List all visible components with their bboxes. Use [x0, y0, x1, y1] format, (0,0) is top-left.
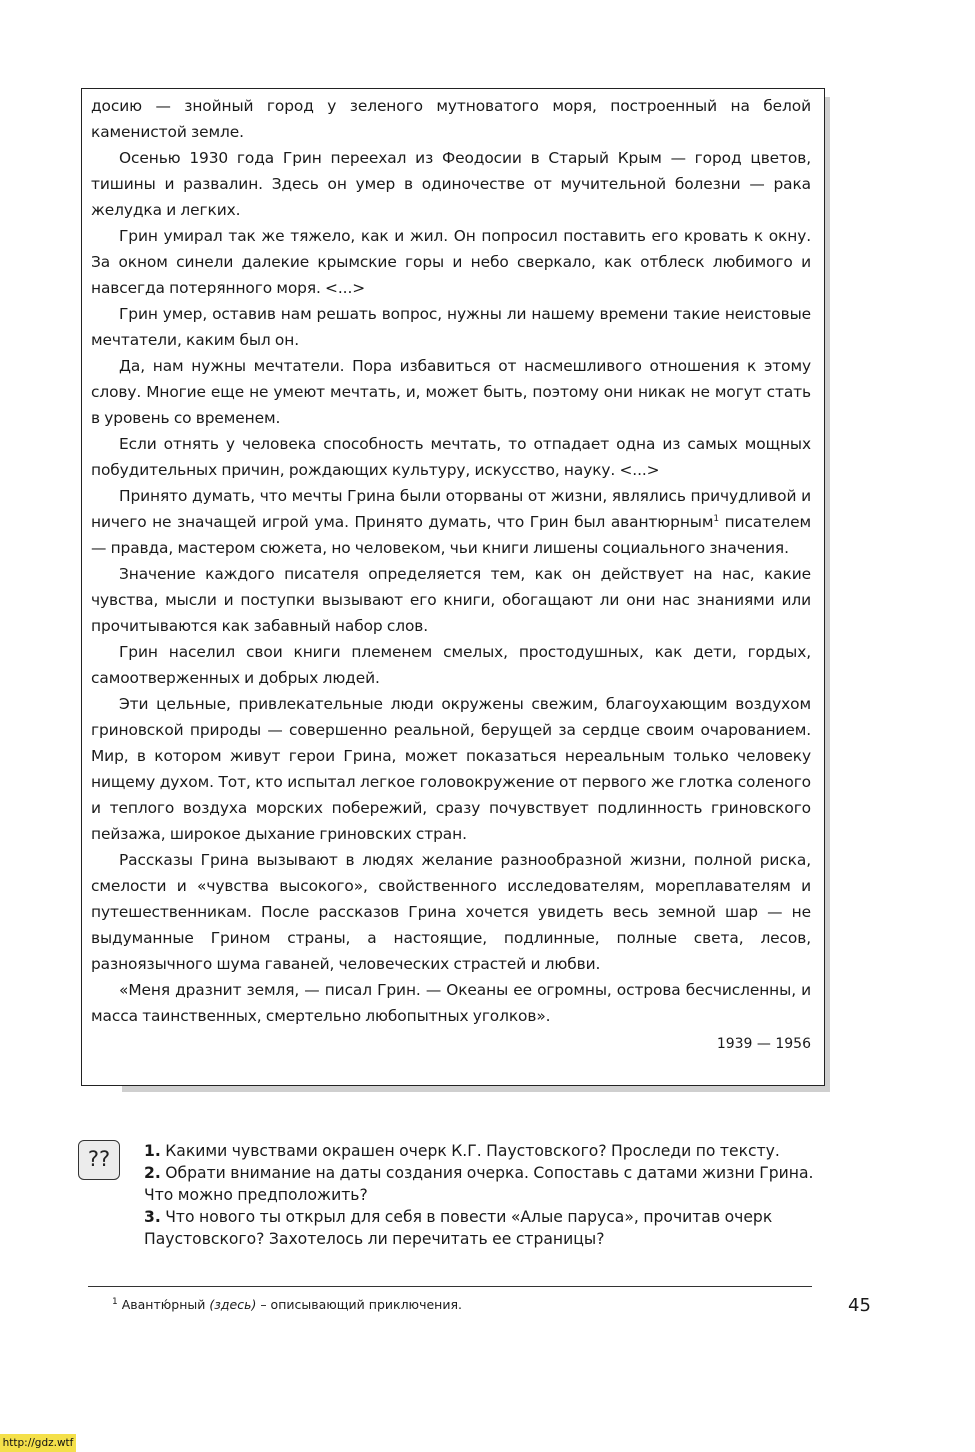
essay-text-box	[81, 88, 825, 1086]
paragraph-3: Грин умирал так же тяжело, как и жил. Он попросил поставить его кровать к окну. За окном синели далекие крымские горы и небо сверкало, как отблеск любимого и навсегда потерянного моря. <...>	[91, 227, 811, 297]
paragraph-11: Рассказы Грина вызывают в людях желание разнообразной жизни, полной риска, смелости и «чувства высокого», свойственного исследователям, мореплавателям и путешественникам. После рассказов Грина хочется увидеть весь земной шар — не выдуманные Грином страны, а настоящие, подлинные, полные света, лесов, разноязычного шума гаваней, человеческих страстей и любви.	[91, 851, 811, 973]
paragraph-5: Да, нам нужны мечтатели. Пора избавиться от насмешливого отношения к этому слову. Многие еще не умеют мечтать, и, может быть, поэтому они никак не могут стать в уровень со временем.	[91, 357, 811, 427]
paragraph-8: Значение каждого писателя определяется тем, как он действует на нас, какие чувства, мысли и поступки вызывают его книги, обогащают ли они нас знаниями или прочитываются как забавный набор слов.	[91, 565, 811, 635]
question-2-text: Обрати внимание на даты создания очерка. Сопоставь с датами жизни Грина. Что можно предположить?	[144, 1164, 814, 1204]
question-marks-icon: ??	[78, 1140, 120, 1180]
question-1-text: Какими чувствами окрашен очерк К.Г. Паустовского? Проследи по тексту.	[160, 1142, 780, 1160]
essay-date: 1939 — 1956	[716, 1036, 811, 1052]
paragraph-1: досию — знойный город у зеленого мутноватого моря, построенный на белой каменистой земле.	[91, 97, 811, 141]
questions-block	[144, 1140, 814, 1250]
footnote-divider	[88, 1286, 812, 1287]
footnote-note: (здесь)	[209, 1297, 257, 1312]
question-1-number: 1.	[144, 1142, 161, 1160]
paragraph-7	[91, 483, 811, 561]
question-3-number: 3.	[144, 1208, 161, 1226]
paragraph-7-text: Принято думать, что мечты Грина были оторваны от жизни, являлись причудливой и ничего не значащей игрой ума. Принято думать, что Грин был авантюрным	[91, 487, 811, 531]
footnote-definition: – описывающий приключения.	[260, 1297, 462, 1312]
paragraph-10: Эти цельные, привлекательные люди окружены свежим, благоухающим воздухом гриновской природы — совершенно реальной, берущей за сердце своим очарованием. Мир, в котором живут герои Грина, может показаться нереальным только человеку нищему духом. Тот, кто испытал легкое головокружение от первого же глотка соленого и теплого воздуха морских побережий, сразу почувствует подлинность гриновского пейзажа, широкое дыхание гриновских стран.	[91, 695, 811, 843]
question-3	[144, 1206, 814, 1250]
paragraph-6: Если отнять у человека способность мечтать, то отпадает одна из самых мощных побудительных причин, рождающих культуру, искусство, науку. <...>	[91, 435, 811, 479]
paragraph-4: Грин умер, оставив нам решать вопрос, нужны ли нашему времени такие неистовые мечтатели, каким был он.	[91, 305, 811, 349]
question-2	[144, 1162, 814, 1206]
question-1	[144, 1140, 814, 1162]
footnote-marker: 1	[112, 1296, 118, 1307]
paragraph-2: Осенью 1930 года Грин переехал из Феодосии в Старый Крым — город цветов, тишины и развалин. Здесь он умер в одиночестве от мучительной болезни — рака желудка и легких.	[91, 149, 811, 219]
footnote	[112, 1297, 462, 1313]
page-number: 45	[848, 1295, 871, 1316]
question-3-text: Что нового ты открыл для себя в повести «Алые паруса», прочитав очерк Паустовского? Захотелось ли перечитать ее страницы?	[144, 1208, 773, 1248]
question-2-number: 2.	[144, 1164, 161, 1182]
watermark-link[interactable]: http://gdz.wtf	[0, 1434, 76, 1452]
paragraph-12: «Меня дразнит земля, — писал Грин. — Океаны ее огромны, острова бесчисленны, и масса таинственных, смертельно любопытных уголков».	[91, 981, 811, 1025]
footnote-term: Авантю́рный	[121, 1297, 206, 1312]
paragraph-9: Грин населил свои книги племенем смелых, простодушных, как дети, гордых, самоотверженных и добрых людей.	[91, 643, 811, 687]
paragraph-7-continuation: писателем — правда, мастером сюжета, но человеком, чьи книги лишены социального значения.	[91, 513, 811, 557]
footnote-marker-ref: 1	[713, 513, 719, 524]
